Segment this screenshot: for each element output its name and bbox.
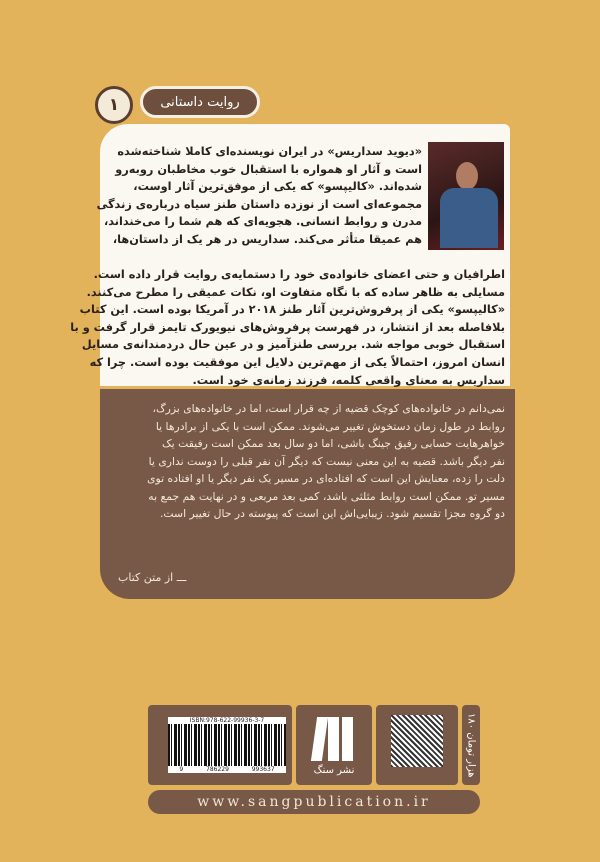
barcode (168, 717, 286, 773)
qr-box (376, 705, 458, 785)
text-line: مدرن و روابط انسانی. هجویه‌ای که هم شما را می‌خنداند، (103, 215, 422, 229)
text-line: شده‌اند. «کالیپسو» که یکی از موفق‌ترین آثار اوست، (133, 180, 422, 194)
text-line: انسان امروز، احتمالاً یکی از مهم‌ترین دلایل این موفقیت بوده است. چرا که (89, 355, 505, 369)
qr-code-icon (391, 715, 443, 767)
barcode-box (148, 705, 292, 785)
series-number-badge: ۱ (95, 86, 133, 124)
text-line: «دیوید سداریس» در ایران نویسنده‌ای کاملا شناخته‌شده (117, 145, 422, 158)
barcode-digits (168, 766, 286, 773)
excerpt-source: ـــ از متن کتاب (118, 571, 187, 584)
series-label-badge: روایت داستانی (140, 86, 260, 118)
barcode-digit: 9 (179, 766, 184, 773)
text-line: مسیر تو. ممکن است روابط مثلثی باشد، کمی بعد مربعی و در نهایت هم جمع به (148, 489, 505, 503)
publisher-logo-icon (314, 717, 353, 761)
price: ۱۸۰ هزار تومان (465, 712, 477, 778)
text-line: دو گروه مجزا تقسیم شود. زیبایی‌اش این است که پیوسته در حال تغییر است. (159, 507, 505, 520)
publisher-name: نشر سنگ (313, 765, 355, 776)
text-line: است و آثار او همواره با استقبال خوب مخاطبان روبه‌رو (115, 162, 422, 176)
text-line: سداریس به معنای واقعی کلمه، فرزند زمانه‌ی خود است. (192, 373, 505, 387)
text-line: بلافاصله بعد از انتشار، در فهرست پرفروش‌های نیویورک تایمز قرار گرفت و با (70, 320, 505, 334)
text-line: مجموعه‌ای است از نوزده داستان طنز سیاه درباره‌ی زندگی (96, 197, 422, 211)
isbn: ISBN:978-622-99936-3-7 (168, 717, 286, 724)
text-line: دلت را زده، معنایش این است که افتاده‌ای در مسیر یک نفر دیگر یا او افتاده توی (147, 472, 505, 485)
text-line: نفر دیگر باشد. قضیه به این معنی نیست که دیگر آن نفر قبلی را دوست نداری یا (148, 454, 505, 468)
text-line: روابط در طول زمان دستخوش تغییر می‌شوند. ممکن است با یکی از برادرها یا (155, 419, 505, 433)
text-line: هم عمیقا متأثر می‌کند. سداریس در هر یک از داستان‌ها، (112, 232, 422, 246)
website-url: www.sangpublication.ir (148, 790, 480, 814)
text-line: «کالیپسو» یکی از پرفروش‌ترین آثار طنز ۲۰۱۸ در آمریکا بوده است. این کتاب (79, 303, 505, 317)
barcode-digit: 786229 (206, 766, 229, 773)
text-line: مسایلی به ظاهر ساده که با نگاه متفاوت او، نکات عمیقی را مطرح می‌کنند. (86, 285, 505, 299)
text-line: اطرافیان و حتی اعضای خانواده‌ی خود را دستمایه‌ی روایت قرار داده است. (93, 268, 505, 281)
text-line: استقبال خوبی مواجه شد. بررسی طنزآمیز و در عین حال دردمندانه‌ی مسایل (81, 338, 505, 352)
barcode-digit: 993637 (251, 766, 275, 773)
excerpt-text (147, 400, 505, 523)
about-text-top (96, 143, 422, 249)
text-line: نمی‌دانم در خانواده‌های کوچک قضیه از چه قرار است، اما در خانواده‌های بزرگ، (152, 402, 505, 415)
price-box (462, 705, 480, 785)
about-text-bottom (70, 266, 505, 389)
publisher-box (296, 705, 372, 785)
author-photo (428, 142, 504, 250)
text-line: خواهرهایت حسابی رفیق جینگ باشی، اما دو سال بعد ممکن است رفیقت یک (162, 437, 505, 450)
